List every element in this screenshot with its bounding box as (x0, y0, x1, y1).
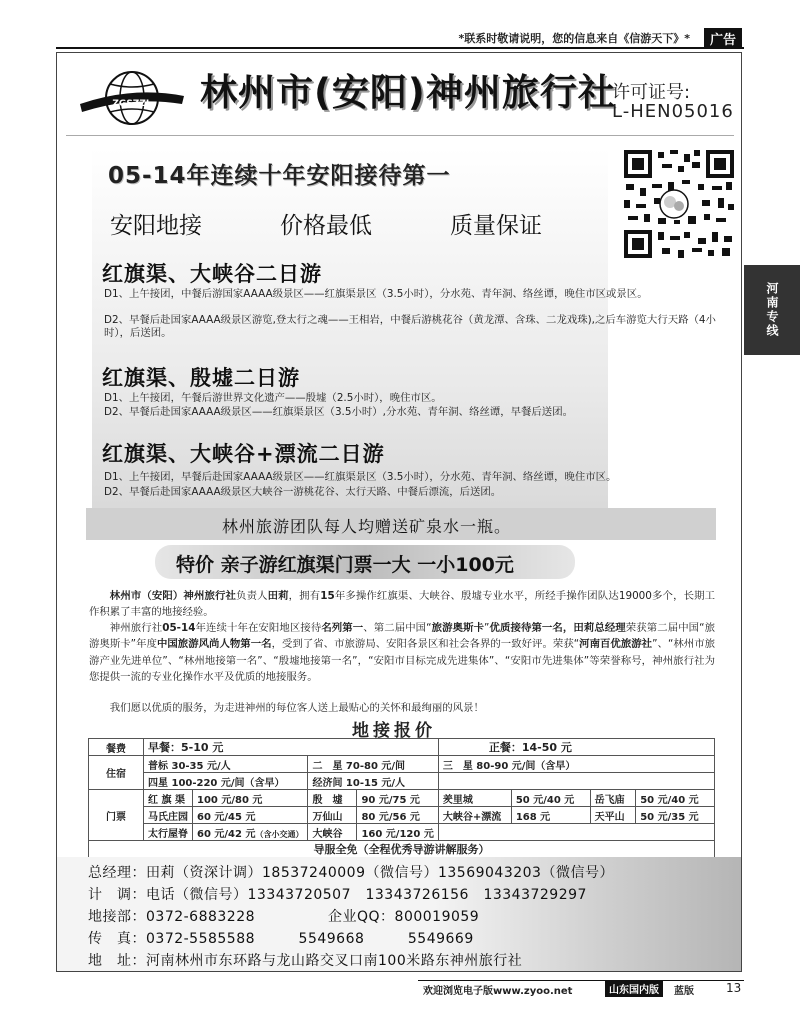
stay-three-star: 三 星 80-90 元/间（含早） (438, 756, 714, 773)
stay-standard: 普标 30-35 元/人 (144, 756, 308, 773)
promo-text: 特价 亲子游红旗渠门票一大 一小100元 (176, 554, 514, 576)
side-tab-henan[interactable]: 河南专线 (744, 265, 800, 355)
ticket-name: 殷 墟 (308, 790, 357, 807)
ticket-price: 100 元/80 元 (193, 790, 308, 807)
ticket-price: 50 元/35 元 (636, 807, 715, 824)
ticket-label: 门票 (89, 790, 144, 841)
top-divider (56, 47, 744, 49)
contact-address: 地 址：河南林州市东环路与龙山路交叉口南100米路东神州旅行社 (88, 953, 523, 969)
stay-label: 住宿 (89, 756, 144, 790)
tour-1-day-1: D1、上午接团，中餐后游国家AAAA级景区——红旗渠景区（3.5小时），分水苑、青年洞、络丝谭，晚住市区或景区。 (104, 288, 648, 300)
ticket-price: 60 元/45 元 (193, 807, 308, 824)
contact-qq: 企业QQ：800019059 (328, 909, 480, 925)
ticket-name: 大峡谷 (308, 824, 357, 841)
tour-3-day-1: D1、上午接团，早餐后赴国家AAAA级景区——红旗渠景区（3.5小时），分水苑、青年洞、络丝谭，晚住市区。 (104, 471, 617, 483)
quote-title: 地接报价 (352, 721, 436, 741)
intro-paragraph-2: 神州旅行社05-14年连续十年在安阳地区接待名列第一、第二届中国“旅游奥斯卡”优质接待第一名，田莉总经理荣获第二届中国“旅游奥斯卡”年度中国旅游风尚人物第一名，受到了省、市旅游局、安阳各景区和社会各界的一致好评。荣获“河南百优旅游社”、“林州市旅游产业先进单位”、“林州地接第一名”、“殷墟地接第一名”，“安阳市目标完成先进集体”、“安阳市先进集体”等荣誉称号，神州旅行社为您提供一流的专业化操作水平及优质的地接服务。 (89, 622, 716, 683)
tour-2-day-2: D2、早餐后赴国家AAAA级景区——红旗渠景区（3.5小时）,分水苑、青年洞、络丝谭，早餐后送团。 (104, 406, 573, 418)
table-row (89, 739, 715, 756)
ticket-price: 160 元/120 元 (357, 824, 438, 841)
qr-code-icon[interactable] (622, 148, 736, 260)
ticket-price: 60 元/42 元（含小交通） (193, 824, 308, 841)
ad-tag: 广告 (704, 28, 742, 49)
agency-title: 林州市(安阳)神州旅行社 (200, 71, 616, 114)
footer-edition: 山东国内版 (605, 980, 663, 997)
ticket-name: 万仙山 (308, 807, 357, 824)
table-row (89, 824, 715, 841)
quote-table (88, 738, 715, 858)
table-row (89, 807, 715, 824)
footer-website[interactable]: 欢迎浏览电子版www.zyoo.net (423, 986, 573, 997)
ticket-name: 羑里城 (438, 790, 511, 807)
table-row (89, 756, 715, 773)
page-number: 13 (726, 981, 742, 995)
stay-economy: 经济间 10-15 元/人 (308, 773, 438, 790)
tour-title-1: 红旗渠、大峡谷二日游 (102, 262, 322, 286)
ticket-name: 岳飞庙 (590, 790, 636, 807)
contact-planner: 计 调：电话（微信号）13343720507 13343726156 13343729297 (88, 887, 587, 903)
ticket-name: 红 旗 渠 (144, 790, 193, 807)
ticket-price: 80 元/56 元 (357, 807, 438, 824)
contact-office: 地接部：0372-6883228 (88, 909, 256, 925)
logo-text: ZGSZZL (112, 99, 152, 109)
ticket-price: 50 元/40 元 (511, 790, 590, 807)
lunch-price: 正餐：14-50 元 (438, 739, 714, 756)
meal-label: 餐费 (89, 739, 144, 756)
footer-version: 蓝版 (674, 986, 694, 997)
slogan-price: 价格最低 (280, 213, 372, 239)
source-notice: *联系时敬请说明，您的信息来自《信游天下》* (458, 32, 690, 45)
license-number: L-HEN05016 (612, 101, 734, 122)
intro-paragraph-1: 林州市（安阳）神州旅行社负责人田莉，拥有15年多操作红旗渠、大峡谷、殷墟专业水平，所经手操作团队达19000多个，长期工作积累了丰富的地接经验。 (89, 590, 716, 619)
slogan-local: 安阳地接 (110, 213, 202, 239)
footer-divider (418, 980, 744, 981)
header-divider (66, 135, 734, 136)
tour-2-day-1: D1、上午接团，午餐后游世界文化遗产——殷墟（2.5小时），晚住市区。 (104, 392, 442, 404)
tour-1-day-2: D2、早餐后赴国家AAAA级景区游览,登太行之魂——王相岩，中餐后游桃花谷（黄龙潭、含珠、二龙戏珠),之后车游览大行天路（4小时），后送团。 (104, 314, 716, 339)
contact-fax: 传 真：0372-5585588 5549668 5549669 (88, 931, 474, 947)
stay-two-star: 二 星 70-80 元/间 (308, 756, 438, 773)
ticket-name: 天平山 (590, 807, 636, 824)
globe-logo-icon (78, 68, 186, 128)
contact-manager: 总经理：田莉（资深计调）18537240009（微信号）13569043203（微信号） (88, 865, 614, 881)
guide-service: 导服全免（全程优秀导游讲解服务） (89, 841, 715, 858)
ticket-name: 大峡谷+漂流 (438, 807, 511, 824)
breakfast-price: 早餐：5-10 元 (144, 739, 439, 756)
ticket-price: 168 元 (511, 807, 590, 824)
tour-3-day-2: D2、早餐后赴国家AAAA级景区大峡谷一游桃花谷、太行天路、中餐后漂流，后送团。 (104, 486, 502, 498)
slogan-quality: 质量保证 (450, 213, 542, 239)
intro-paragraph-3: 我们愿以优质的服务，为走进神州的每位客人送上最贴心的关怀和最绚丽的风景！ (109, 702, 484, 714)
headline: 05-14年连续十年安阳接待第一 (108, 163, 451, 189)
ticket-price: 90 元/75 元 (357, 790, 438, 807)
tour-title-3: 红旗渠、大峡谷+漂流二日游 (102, 442, 385, 466)
water-note: 林州旅游团队每人均赠送矿泉水一瓶。 (222, 517, 512, 536)
table-row (89, 790, 715, 807)
license-label: 许可证号: (612, 82, 691, 103)
ticket-name: 马氏庄园 (144, 807, 193, 824)
ticket-price: 50 元/40 元 (636, 790, 715, 807)
table-row (89, 773, 715, 790)
tour-title-2: 红旗渠、殷墟二日游 (102, 366, 300, 390)
ticket-name: 太行屋脊 (144, 824, 193, 841)
table-row (89, 841, 715, 858)
stay-four-star: 四星 100-220 元/间（含早） (144, 773, 308, 790)
